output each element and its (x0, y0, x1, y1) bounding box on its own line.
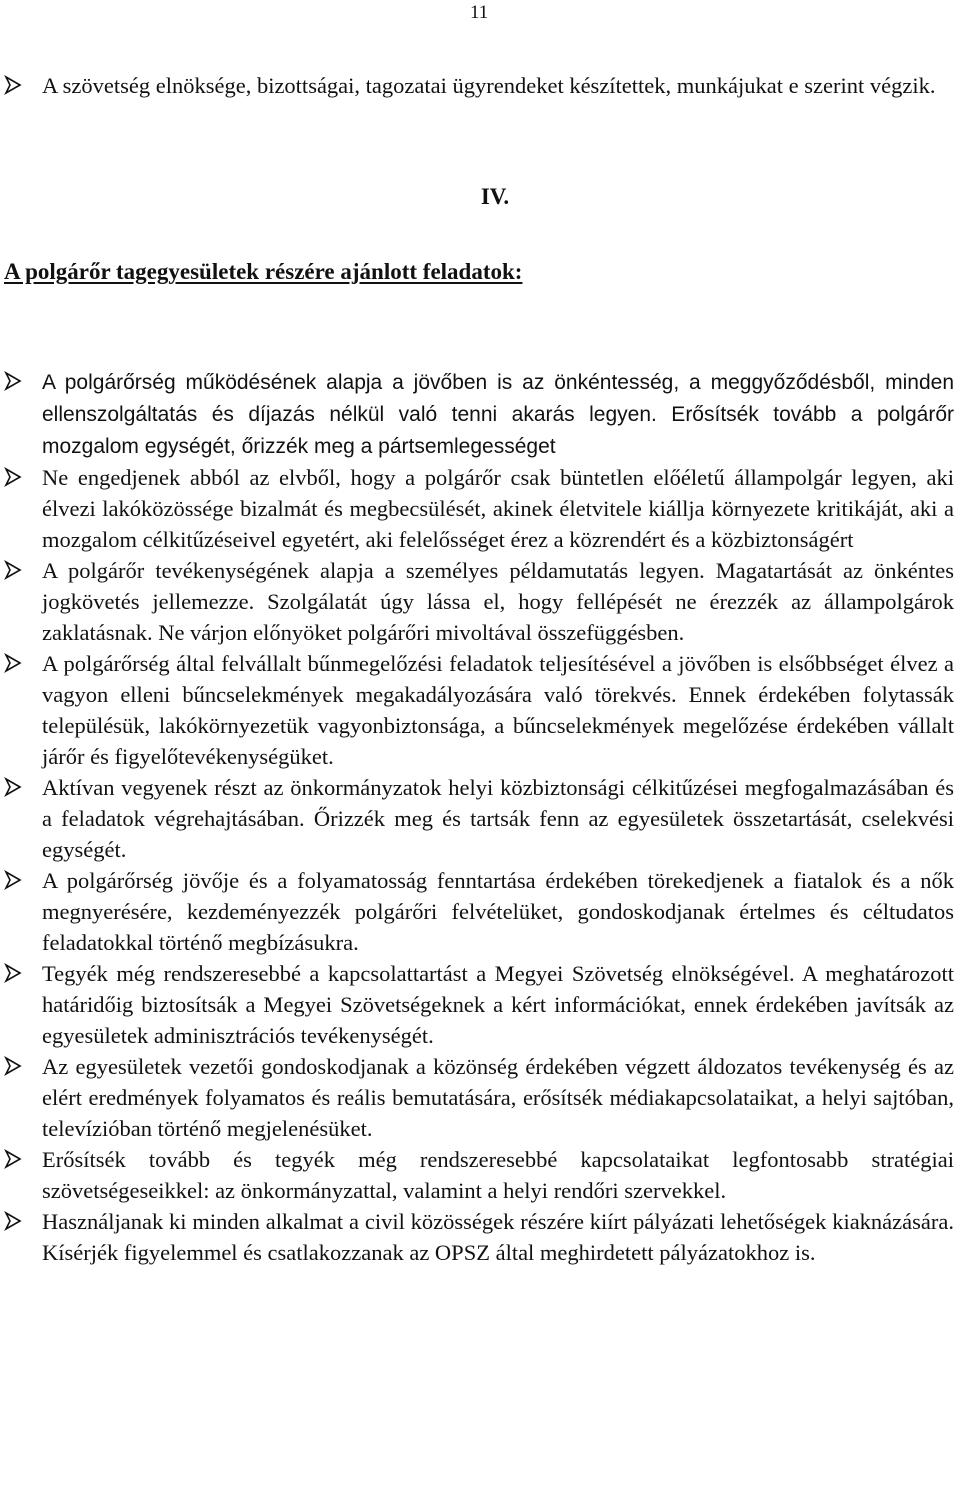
arrow-bullet-icon (4, 70, 24, 101)
arrow-bullet-icon (4, 462, 24, 493)
arrow-bullet-icon (4, 555, 24, 586)
list-item-text: Erősítsék tovább és tegyék még rendszeresebbé kapcsolataikat legfontosabb stratégiai szövetségeseikkel: az önkormányzattal, valamint a helyi rendőri szervekkel. (42, 1147, 954, 1203)
list-item (4, 1206, 954, 1268)
list-item-text: Használjanak ki minden alkalmat a civil közösségek részére kiírt pályázati lehetőségek kiaknázására. Kísérjék figyelemmel és csatlakozzanak az OPSZ által meghirdetett pályázatokhoz is. (42, 1209, 954, 1265)
list-item (4, 366, 954, 462)
list-item-text: Aktívan vegyenek részt az önkormányzatok helyi közbiztonsági célkitűzései megfogalmazásában és a feladatok végrehajtásában. Őrizzék meg és tartsák fenn az egyesületek összetartását, cselekvési egységét. (42, 775, 954, 862)
arrow-bullet-icon (4, 865, 24, 896)
section-number: IV. (480, 184, 510, 209)
list-item (4, 958, 954, 1051)
arrow-bullet-icon (4, 958, 24, 989)
arrow-bullet-icon (4, 366, 24, 397)
arrow-bullet-icon (4, 648, 24, 679)
section-title: A polgárőr tagegyesületek részére ajánlott feladatok: (4, 259, 523, 284)
intro-list (4, 70, 954, 101)
list-item (4, 555, 954, 648)
list-item-text: A polgárőrség működésének alapja a jövőben is az önkéntesség, a meggyőződésből, minden ellenszolgáltatás és díjazás nélkül való tenni akarás legyen. Erősítsék tovább a polgárőr mozgalom egységét, őrizzék meg a pártsemlegességet (42, 371, 954, 458)
arrow-bullet-icon (4, 1144, 24, 1175)
list-item (4, 865, 954, 958)
arrow-bullet-icon (4, 772, 24, 803)
list-item-text: A polgárőrség jövője és a folyamatosság fenntartása érdekében törekedjenek a fiatalok és a nők megnyerésére, kezdeményezzék polgárőri felvételüket, gondoskodjanak értelmes és céltudatos feladatokkal történő megbízásukra. (42, 868, 954, 955)
list-item-text: Az egyesületek vezetői gondoskodjanak a közönség érdekében végzett áldozatos tevékenység és az elért eredmények folyamatos és reális bemutatására, erősítsék médiakapcsolataikat, a helyi sajtóban, televízióban történő megjelenésüket. (42, 1054, 954, 1141)
list-item-text: Ne engedjenek abból az elvből, hogy a polgárőr csak büntetlen előéletű állampolgár legyen, aki élvezi lakóközössége bizalmát és megbecsülését, akinek életvitele kiállja környezete kritikáját, aki a mozgalom célkitűzéseivel egyetért, aki felelősséget érez a közrendért és a közbiztonságért (42, 465, 954, 552)
task-list (4, 366, 954, 1268)
list-item-text: A polgárőrség által felvállalt bűnmegelőzési feladatok teljesítésével a jövőben is elsőbbséget élvez a vagyon elleni bűncselekmények megakadályozására való törekvés. Ennek érdekében folytassák településük, lakókörnyezetük vagyonbiztonsága, a bűncselekmények megelőzése érdekében vállalt járőr és figyelőtevékenységüket. (42, 651, 954, 769)
list-item (4, 1051, 954, 1144)
list-item (4, 772, 954, 865)
arrow-bullet-icon (4, 1206, 24, 1237)
list-item (4, 648, 954, 772)
page-number: 11 (470, 2, 489, 23)
list-item-text: A szövetség elnöksége, bizottságai, tagozatai ügyrendeket készítettek, munkájukat e szerint végzik. (42, 73, 936, 98)
list-item (4, 1144, 954, 1206)
arrow-bullet-icon (4, 1051, 24, 1082)
list-item (4, 462, 954, 555)
list-item (4, 70, 954, 101)
list-item-text: A polgárőr tevékenységének alapja a személyes példamutatás legyen. Magatartását az önkéntes jogkövetés jellemezze. Szolgálatát úgy lássa el, hogy fellépését ne érezzék az állampolgárok zaklatásnak. Ne várjon előnyöket polgárőri mivoltával összefüggésben. (42, 558, 954, 645)
list-item-text: Tegyék még rendszeresebbé a kapcsolattartást a Megyei Szövetség elnökségével. A meghatározott határidőig biztosítsák a Megyei Szövetségeknek a kért információkat, ennek érdekében javítsák az egyesületek adminisztrációs tevékenységét. (42, 961, 954, 1048)
